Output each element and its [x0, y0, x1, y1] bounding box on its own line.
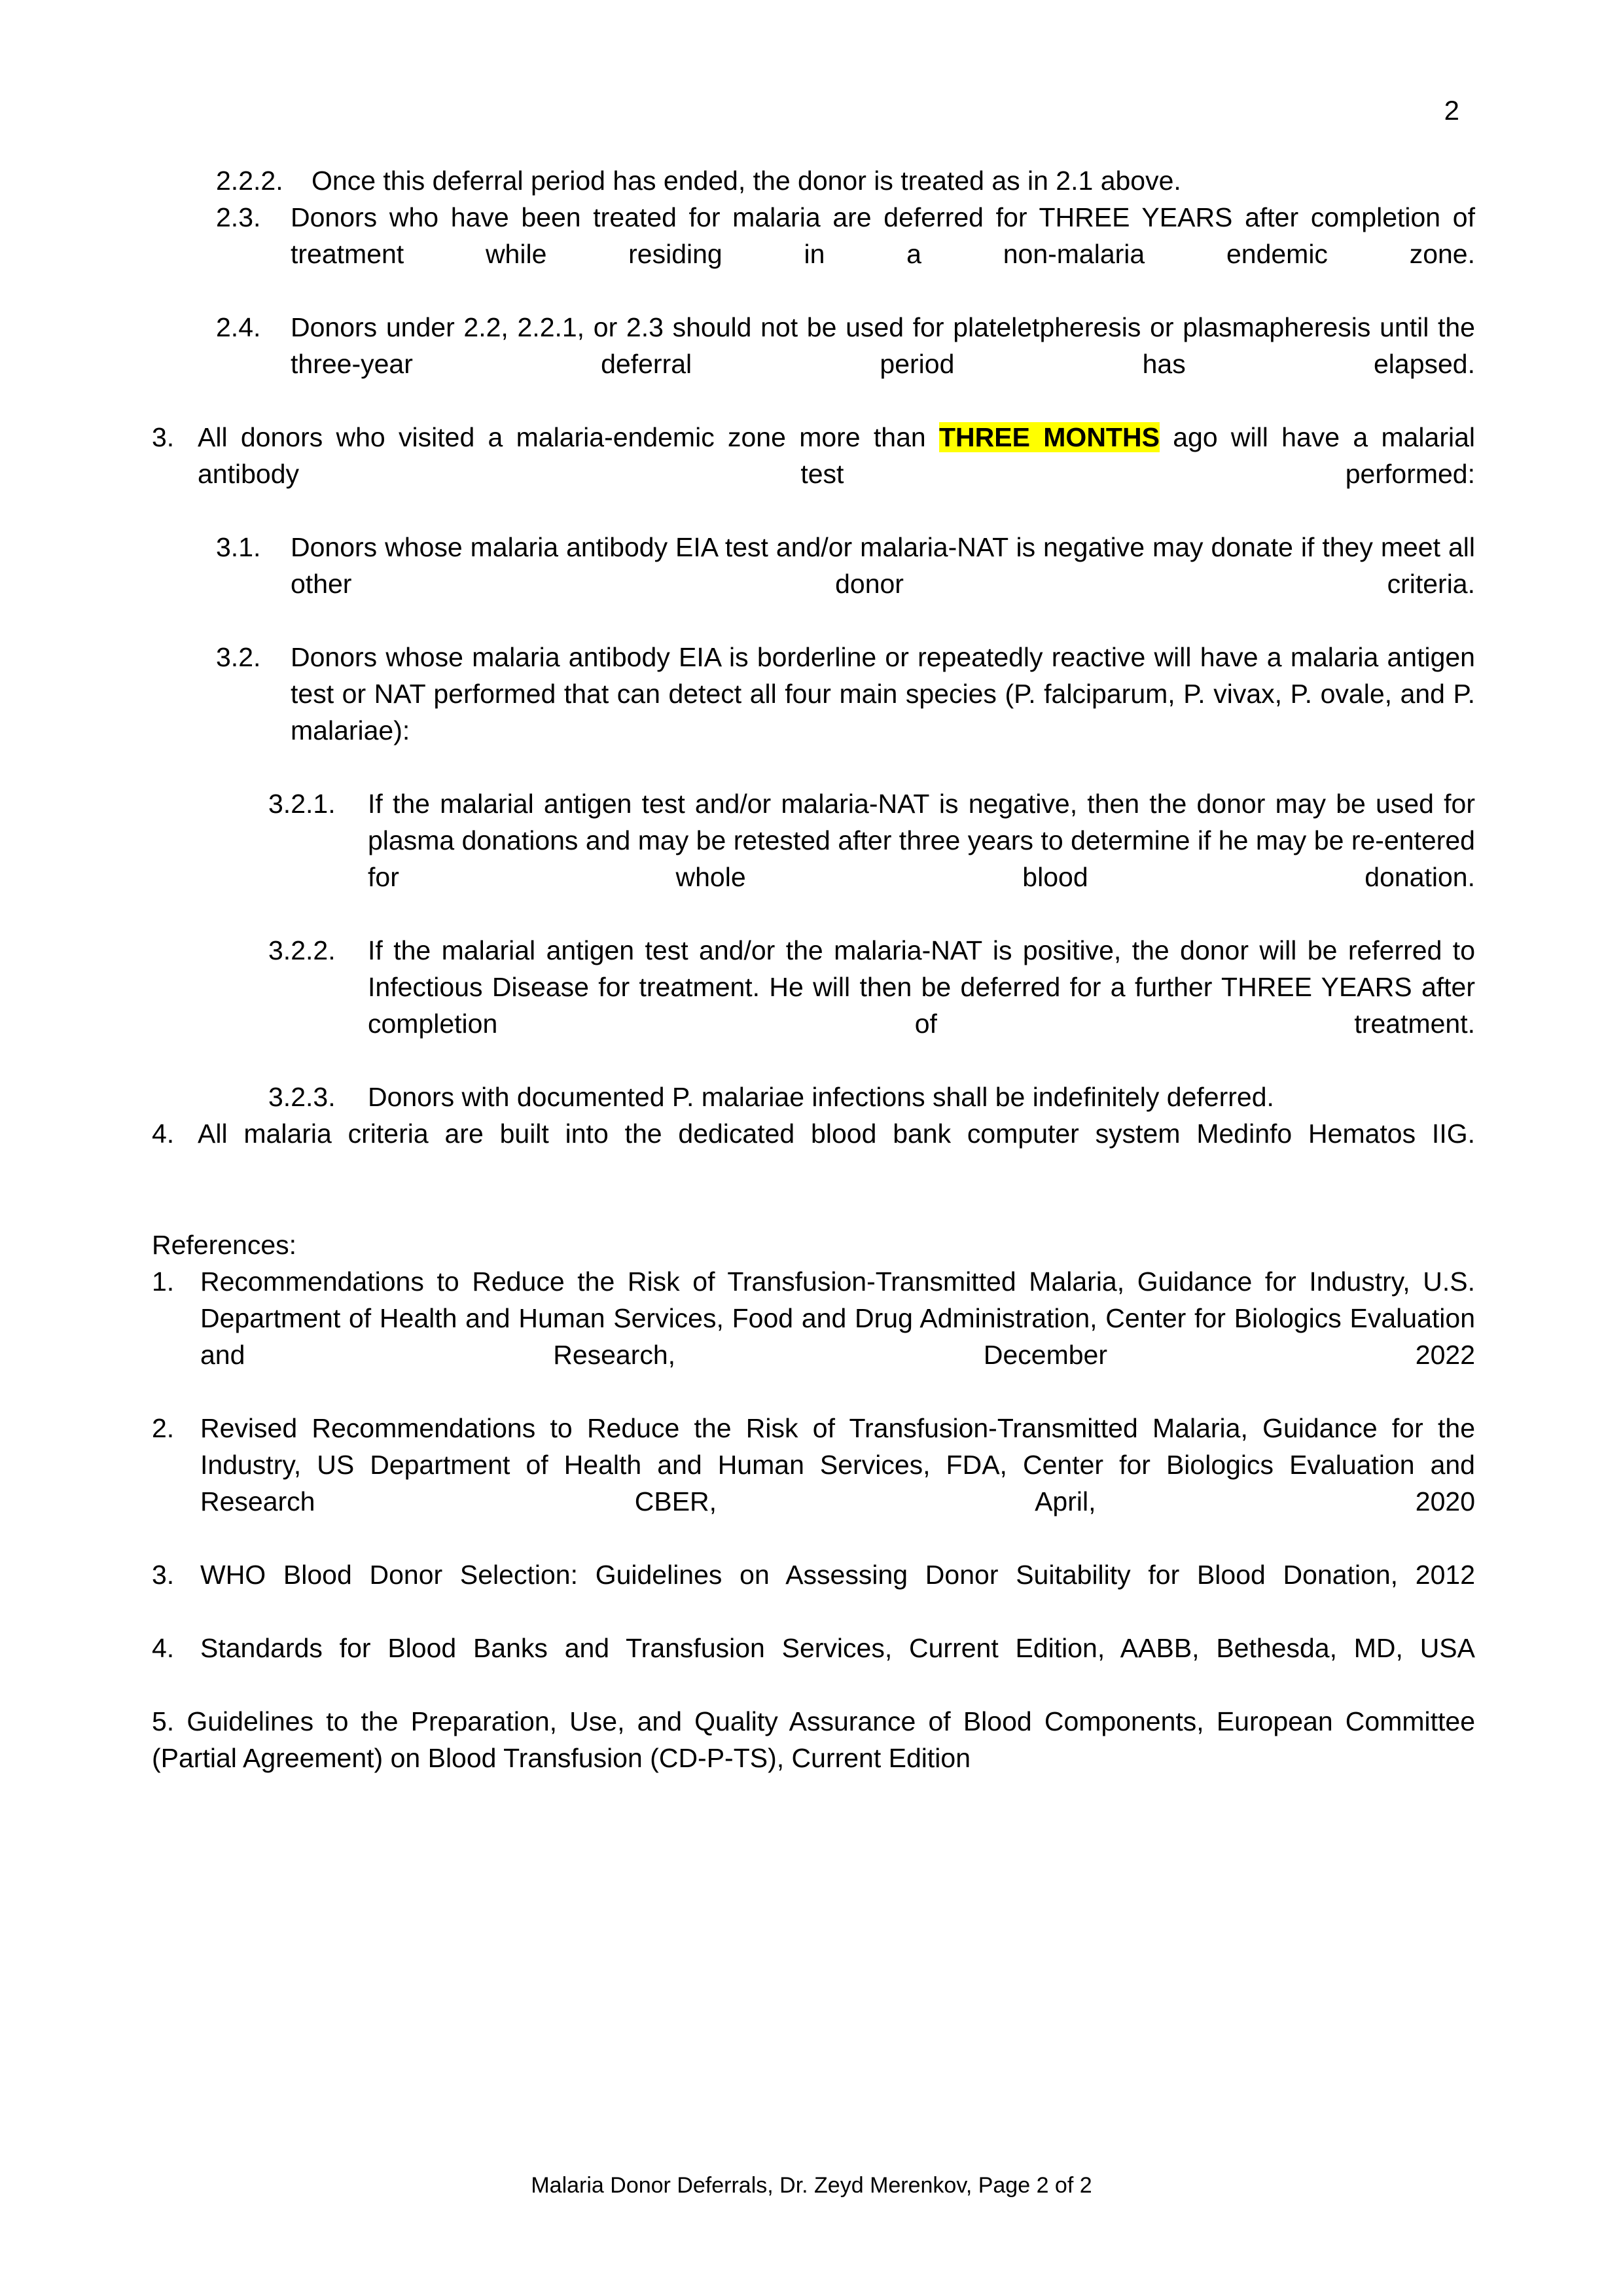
clause-4: [152, 1115, 1475, 1189]
highlighted-term: THREE MONTHS: [939, 422, 1160, 452]
clause-marker: 2.4.: [216, 312, 261, 342]
clause-text: All malaria criteria are built into the dedicated blood bank computer system Medinfo Hematos IIG.: [198, 1119, 1475, 1149]
clause-marker: 4.: [152, 1119, 175, 1149]
clause-text: Donors with documented P. malariae infections shall be indefinitely deferred.: [368, 1082, 1274, 1112]
clause-marker: 3.: [152, 422, 175, 452]
reference-item-4: [152, 1630, 1475, 1703]
reference-marker: 1.: [152, 1266, 175, 1297]
clause-marker: 2.2.2.: [216, 166, 283, 196]
reference-text: WHO Blood Donor Selection: Guidelines on Assessing Donor Suitability for Blood Donation, 2012: [200, 1560, 1475, 1590]
reference-marker: 2.: [152, 1413, 175, 1443]
reference-text: Revised Recommendations to Reduce the Risk of Transfusion-Transmitted Malaria, Guidance for the Industry, US Department of Health and Human Services, FDA, Center for Biologics Evaluation and Research CBER, April, 2020: [200, 1413, 1475, 1516]
clause-marker: 3.2.3.: [268, 1082, 336, 1112]
reference-marker: 3.: [152, 1560, 175, 1590]
clause-3-2: [216, 639, 1475, 785]
reference-marker: 4.: [152, 1633, 175, 1663]
clause-marker: 2.3.: [216, 202, 261, 232]
clause-2-3: [216, 199, 1475, 309]
clause-2-4: [216, 309, 1475, 419]
references-list: [152, 1263, 1475, 1776]
clause-marker: 3.2.2.: [268, 935, 336, 965]
clause-3-2-3: [268, 1079, 1475, 1115]
document-body: [152, 162, 1475, 1776]
clause-3-1: [216, 529, 1475, 639]
reference-marker: 5.: [152, 1706, 175, 1736]
clause-marker: 3.1.: [216, 532, 261, 562]
page-number: 2: [1444, 95, 1459, 126]
clause-text: Donors who have been treated for malaria are deferred for THREE YEARS after completion of treatment while residing in a non-malaria endemic zone.: [291, 202, 1475, 269]
references-heading: References:: [152, 1230, 297, 1260]
numbered-clause-list: [152, 162, 1475, 1189]
reference-item-1: [152, 1263, 1475, 1410]
reference-text: Guidelines to the Preparation, Use, and Quality Assurance of Blood Components, European Committee (Partial Agreement) on Blood Transfusion (CD-P-TS), Current Edition: [152, 1706, 1475, 1773]
reference-item-5: [152, 1703, 1475, 1776]
clause-3-2-1: [268, 785, 1475, 932]
clause-text: Donors whose malaria antibody EIA is borderline or repeatedly reactive will have a malaria antigen test or NAT performed that can detect all four main species (P. falciparum, P. vivax, P. ovale, and P. malariae):: [291, 642, 1475, 745]
clause-marker: 3.2.: [216, 642, 261, 672]
clause-text: Donors under 2.2, 2.2.1, or 2.3 should not be used for plateletpheresis or plasmapheresis until the three-year deferral period has elapsed.: [291, 312, 1475, 379]
reference-text: Recommendations to Reduce the Risk of Transfusion-Transmitted Malaria, Guidance for Industry, U.S. Department of Health and Human Services, Food and Drug Administration, Center for Biologics Evaluation and Research, December 2022: [200, 1266, 1475, 1370]
page-footer: Malaria Donor Deferrals, Dr. Zeyd Merenkov, Page 2 of 2: [531, 2173, 1092, 2198]
reference-item-3: [152, 1556, 1475, 1630]
clause-text: If the malarial antigen test and/or malaria-NAT is negative, then the donor may be used for plasma donations and may be retested after three years to determine if he may be re-entered for whole blood donation.: [368, 789, 1475, 892]
clause-3-2-2: [268, 932, 1475, 1079]
section-gap: [152, 1189, 1475, 1227]
clause-text: All donors who visited a malaria-endemic zone more than THREE MONTHS ago will have a malarial antibody test performed:: [198, 422, 1475, 489]
clause-text: Once this deferral period has ended, the donor is treated as in 2.1 above.: [312, 166, 1181, 196]
clause-3: [152, 419, 1475, 529]
reference-text: Standards for Blood Banks and Transfusion Services, Current Edition, AABB, Bethesda, MD, USA: [200, 1633, 1475, 1663]
clause-marker: 3.2.1.: [268, 789, 336, 819]
clause-text: Donors whose malaria antibody EIA test and/or malaria-NAT is negative may donate if they meet all other donor criteria.: [291, 532, 1475, 599]
clause-2-2-2: [216, 162, 1475, 199]
reference-item-2: [152, 1410, 1475, 1556]
clause-text: If the malarial antigen test and/or the malaria-NAT is positive, the donor will be referred to Infectious Disease for treatment. He will then be deferred for a further THREE YEARS after completion of treatment.: [368, 935, 1475, 1039]
